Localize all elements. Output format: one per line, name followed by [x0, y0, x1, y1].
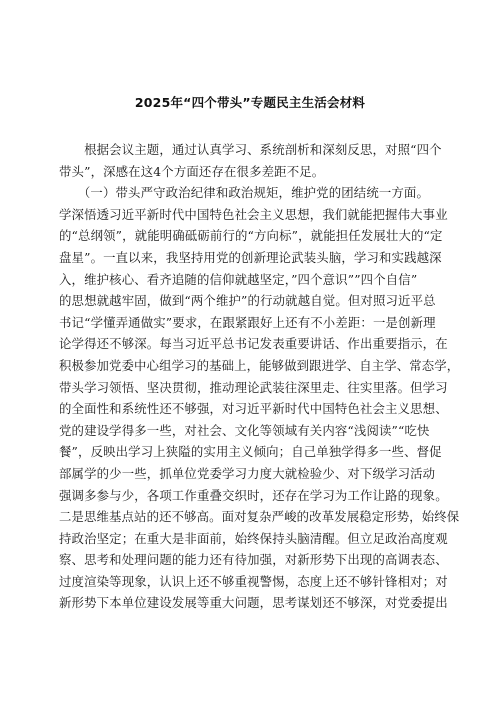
body-line: 餐”，反映出学习上狭隘的实用主义倾向；自己单独学得多一些、督促: [59, 444, 442, 460]
document-body: [59, 139, 459, 614]
body-line: 论学得还不够深。每当习近平总书记发表重要讲话、作出重要指示，在: [59, 336, 448, 352]
body-line: 新形势下本单位建设发展等重大问题，思考谋划还不够深，对党委提出: [59, 595, 448, 611]
body-line: 过度渲染等现象，认识上还不够重视警惕，态度上还不够针锋相对；对: [59, 573, 448, 589]
body-line: 的“总纲领”，就能明确砥砺前行的“方向标”，就能担任发展壮大的“定: [59, 228, 443, 244]
body-line: 入，维护核心、看齐追随的信仰就越坚定，”四个意识””四个自信”: [59, 271, 418, 287]
body-line: （一）带头严守政治纪律和政治规矩，维护党的团结统一方面。: [59, 185, 430, 201]
body-line: 学深悟透习近平新时代中国特色社会主义思想，我们就能把握伟大事业: [59, 206, 448, 222]
body-line: 带头学习领悟、坚决贯彻，推动理论武装往深里走、往实里落。但学习: [59, 379, 448, 395]
body-line: 带头”，深感在这4个方面还存在很多差距不足。: [59, 163, 325, 179]
body-line: 盘星”。一直以来，我坚持用党的创新理论武装头脑，学习和实践越深: [59, 249, 442, 265]
body-line: 的全面性和系统性还不够强，对习近平新时代中国特色社会主义思想、: [59, 401, 448, 417]
body-line: 二是思维基点站的还不够高。面对复杂严峻的改革发展稳定形势，始终保: [59, 509, 460, 525]
body-line: 的思想就越牢固，做到“两个维护”的行动就越自觉。但对照习近平总: [59, 293, 436, 309]
body-line: 积极参加党委中心组学习的基础上，能够做到跟进学、自主学、常态学，: [59, 357, 460, 373]
body-line: 部属学的少一些，抓单位党委学习力度大就检验少、对下级学习活动: [59, 465, 436, 481]
body-line: 强调多参与少，各项工作重叠交织时，还存在学习为工作让路的现象。: [59, 487, 448, 503]
body-line: 察、思考和处理问题的能力还有待加强，对新形势下出现的高调表态、: [59, 552, 448, 568]
body-line: 根据会议主题，通过认真学习、系统剖析和深刻反思，对照“四个: [59, 142, 442, 157]
body-line: 党的建设学得多一些，对社会、文化等领域有关内容“浅阅读”“吃快: [59, 422, 430, 438]
document-title: 2025年“四个带头”专题民主生活会材料: [134, 95, 366, 110]
body-line: 持政治坚定；在重大是非面前，始终保持头脑清醒。但立足政治高度观: [59, 530, 448, 546]
body-line: 书记“学懂弄通做实”要求，在跟紧跟好上还有不小差距：一是创新理: [59, 314, 436, 330]
